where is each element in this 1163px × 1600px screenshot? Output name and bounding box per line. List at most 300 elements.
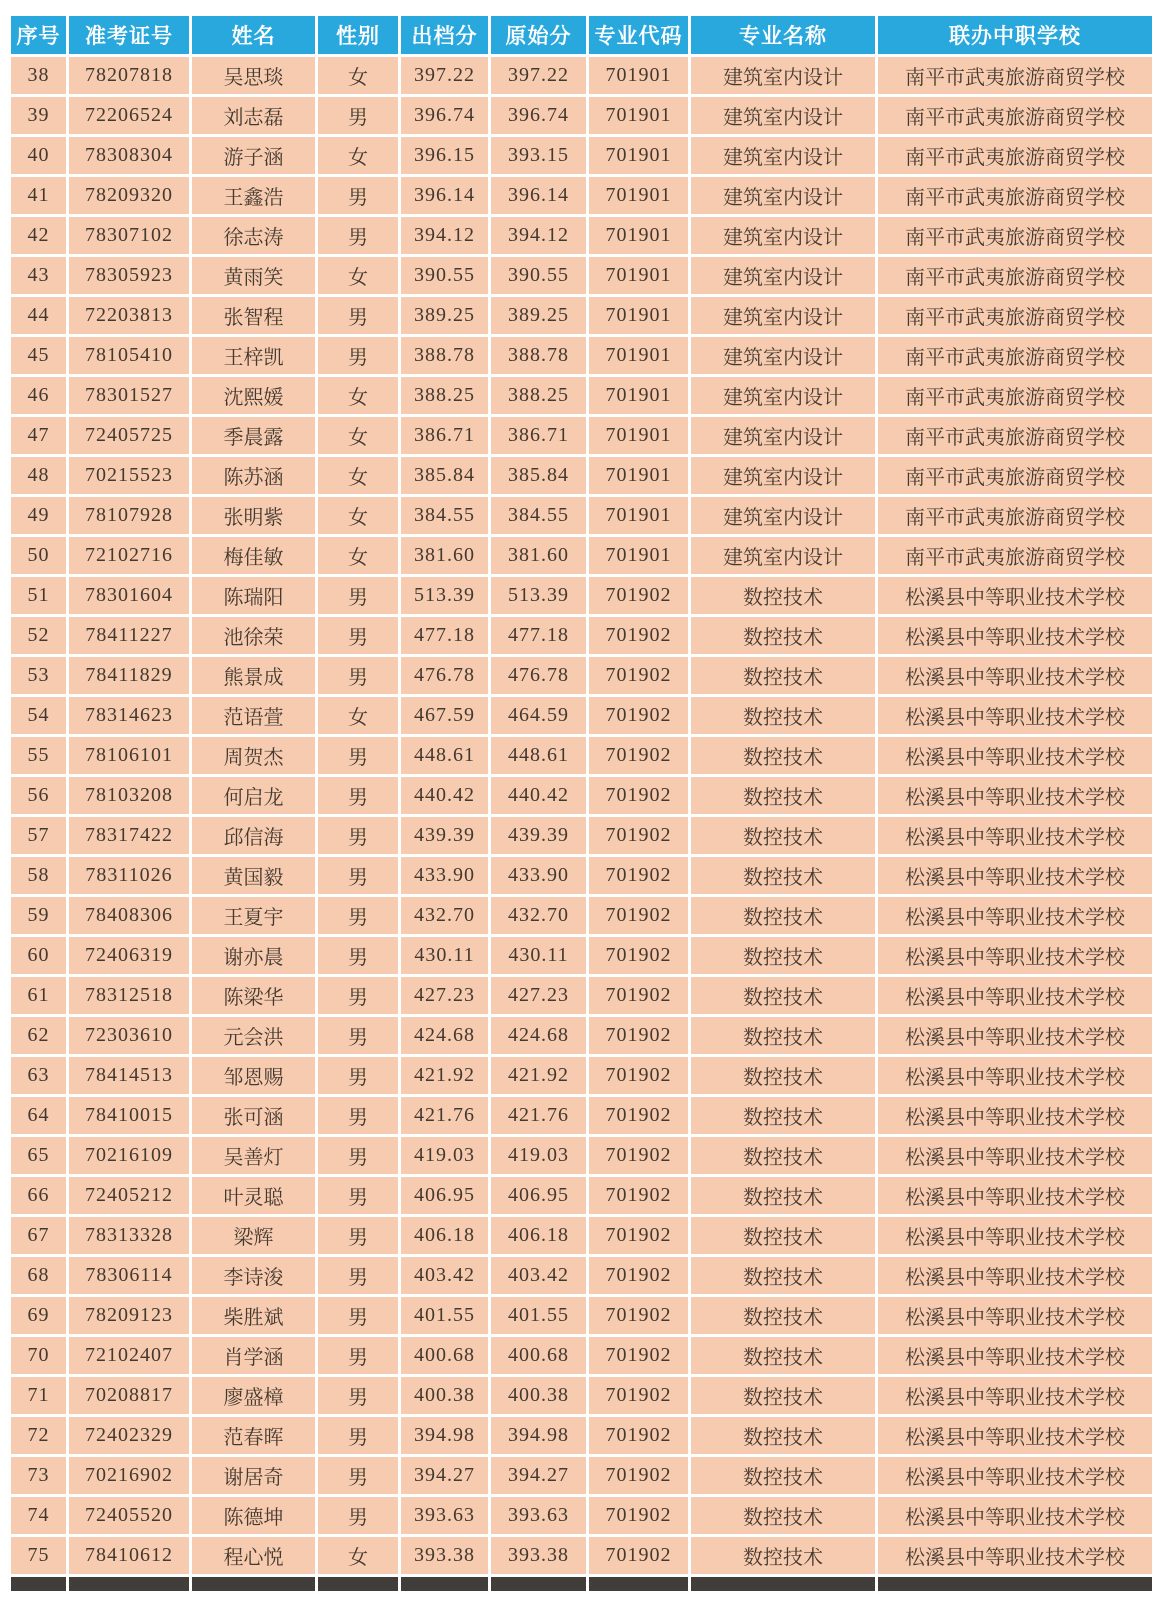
cell-exam_no: 78410612 xyxy=(69,1537,189,1574)
cell-name: 黄雨笑 xyxy=(192,257,315,294)
cell-major_code: 701902 xyxy=(589,697,688,734)
cell-index: 70 xyxy=(11,1337,66,1374)
table-row xyxy=(11,577,1152,614)
table-row xyxy=(11,737,1152,774)
cell-file_score: 403.42 xyxy=(401,1257,488,1294)
cell-major_code: 701902 xyxy=(589,857,688,894)
cell-index: 74 xyxy=(11,1497,66,1534)
cell-major_name: 数控技术 xyxy=(691,697,875,734)
cell-gender: 女 xyxy=(318,497,398,534)
cell-gender: 女 xyxy=(318,537,398,574)
cell-school: 松溪县中等职业技术学校 xyxy=(878,1177,1152,1214)
cell-index: 55 xyxy=(11,737,66,774)
cell-exam_no: 72406319 xyxy=(69,937,189,974)
cell-index: 73 xyxy=(11,1457,66,1494)
cell-index: 56 xyxy=(11,777,66,814)
cell-school: 南平市武夷旅游商贸学校 xyxy=(878,137,1152,174)
cell-gender: 男 xyxy=(318,577,398,614)
cell-raw_score: 476.78 xyxy=(491,657,586,694)
column-header-exam_no: 准考证号 xyxy=(69,16,189,54)
cell-name: 陈德坤 xyxy=(192,1497,315,1534)
cell-major_name: 建筑室内设计 xyxy=(691,57,875,94)
cell-exam_no: 70208817 xyxy=(69,1377,189,1414)
cell-major_code: 701901 xyxy=(589,137,688,174)
cell-exam_no: 72102716 xyxy=(69,537,189,574)
cell-school: 松溪县中等职业技术学校 xyxy=(878,1537,1152,1574)
cell-school: 南平市武夷旅游商贸学校 xyxy=(878,177,1152,214)
cell-exam_no: 78308304 xyxy=(69,137,189,174)
cell-file_score: 393.38 xyxy=(401,1537,488,1574)
cell-file_score: 476.78 xyxy=(401,657,488,694)
cell-raw_score: 513.39 xyxy=(491,577,586,614)
table-row xyxy=(11,217,1152,254)
table-row xyxy=(11,817,1152,854)
cell-gender: 女 xyxy=(318,137,398,174)
cell-exam_no: 72102407 xyxy=(69,1337,189,1374)
cell-name: 邹恩赐 xyxy=(192,1057,315,1094)
table-row xyxy=(11,297,1152,334)
cell-exam_no: 78209123 xyxy=(69,1297,189,1334)
cell-file_score: 396.15 xyxy=(401,137,488,174)
cell-major_code: 701902 xyxy=(589,777,688,814)
cell-major_code: 701902 xyxy=(589,577,688,614)
table-row xyxy=(11,1337,1152,1374)
table-row xyxy=(11,417,1152,454)
cell-raw_score: 406.18 xyxy=(491,1217,586,1254)
cell-index: 38 xyxy=(11,57,66,94)
cell-raw_score: 400.38 xyxy=(491,1377,586,1414)
cell-exam_no: 70215523 xyxy=(69,457,189,494)
table-row xyxy=(11,937,1152,974)
cell-name: 元会洪 xyxy=(192,1017,315,1054)
cutoff-cell xyxy=(878,1577,1152,1591)
cell-file_score: 430.11 xyxy=(401,937,488,974)
column-header-raw_score: 原始分 xyxy=(491,16,586,54)
cell-gender: 男 xyxy=(318,1097,398,1134)
cell-major_code: 701902 xyxy=(589,1497,688,1534)
cell-major_code: 701902 xyxy=(589,1297,688,1334)
table-row xyxy=(11,1417,1152,1454)
cell-index: 44 xyxy=(11,297,66,334)
cell-major_code: 701902 xyxy=(589,897,688,934)
cell-major_code: 701901 xyxy=(589,497,688,534)
table-row xyxy=(11,57,1152,94)
cell-exam_no: 78411227 xyxy=(69,617,189,654)
cell-raw_score: 384.55 xyxy=(491,497,586,534)
cell-file_score: 396.14 xyxy=(401,177,488,214)
cell-major_name: 建筑室内设计 xyxy=(691,217,875,254)
cell-major_name: 建筑室内设计 xyxy=(691,137,875,174)
cell-gender: 男 xyxy=(318,617,398,654)
cell-major_name: 数控技术 xyxy=(691,1017,875,1054)
table-row xyxy=(11,377,1152,414)
cell-major_code: 701901 xyxy=(589,537,688,574)
cell-index: 61 xyxy=(11,977,66,1014)
cell-major_code: 701902 xyxy=(589,1057,688,1094)
cell-school: 松溪县中等职业技术学校 xyxy=(878,617,1152,654)
cell-index: 41 xyxy=(11,177,66,214)
cell-major_code: 701902 xyxy=(589,1457,688,1494)
cell-name: 何启龙 xyxy=(192,777,315,814)
cell-raw_score: 448.61 xyxy=(491,737,586,774)
cell-index: 52 xyxy=(11,617,66,654)
cell-exam_no: 78106101 xyxy=(69,737,189,774)
cell-major_name: 数控技术 xyxy=(691,1457,875,1494)
cell-index: 42 xyxy=(11,217,66,254)
cell-exam_no: 78305923 xyxy=(69,257,189,294)
cell-gender: 男 xyxy=(318,97,398,134)
cell-index: 47 xyxy=(11,417,66,454)
cell-index: 40 xyxy=(11,137,66,174)
cell-school: 南平市武夷旅游商贸学校 xyxy=(878,97,1152,134)
cell-file_score: 394.12 xyxy=(401,217,488,254)
cutoff-cell xyxy=(69,1577,189,1591)
cell-gender: 男 xyxy=(318,297,398,334)
cell-major_name: 数控技术 xyxy=(691,1297,875,1334)
cell-name: 梅佳敏 xyxy=(192,537,315,574)
cell-exam_no: 72402329 xyxy=(69,1417,189,1454)
cell-file_score: 388.78 xyxy=(401,337,488,374)
cell-file_score: 386.71 xyxy=(401,417,488,454)
cell-exam_no: 72206524 xyxy=(69,97,189,134)
cell-file_score: 440.42 xyxy=(401,777,488,814)
cell-major_name: 数控技术 xyxy=(691,777,875,814)
cell-raw_score: 397.22 xyxy=(491,57,586,94)
cell-name: 刘志磊 xyxy=(192,97,315,134)
table-row xyxy=(11,777,1152,814)
table-row xyxy=(11,977,1152,1014)
cell-name: 范语萱 xyxy=(192,697,315,734)
cell-file_score: 393.63 xyxy=(401,1497,488,1534)
table-row xyxy=(11,697,1152,734)
cell-index: 72 xyxy=(11,1417,66,1454)
cell-index: 39 xyxy=(11,97,66,134)
cell-file_score: 477.18 xyxy=(401,617,488,654)
cell-exam_no: 78103208 xyxy=(69,777,189,814)
cell-major_code: 701901 xyxy=(589,297,688,334)
cell-major_code: 701902 xyxy=(589,1537,688,1574)
cell-gender: 男 xyxy=(318,1017,398,1054)
cell-name: 张明紫 xyxy=(192,497,315,534)
cell-gender: 男 xyxy=(318,657,398,694)
cell-major_name: 数控技术 xyxy=(691,1177,875,1214)
cell-exam_no: 78301604 xyxy=(69,577,189,614)
cell-gender: 男 xyxy=(318,1217,398,1254)
cell-index: 50 xyxy=(11,537,66,574)
cell-name: 黄国毅 xyxy=(192,857,315,894)
column-header-file_score: 出档分 xyxy=(401,16,488,54)
table-header xyxy=(11,16,1152,54)
cell-exam_no: 70216109 xyxy=(69,1137,189,1174)
table-row xyxy=(11,1297,1152,1334)
cell-major_name: 建筑室内设计 xyxy=(691,257,875,294)
cell-exam_no: 72203813 xyxy=(69,297,189,334)
cell-file_score: 401.55 xyxy=(401,1297,488,1334)
cell-file_score: 390.55 xyxy=(401,257,488,294)
cell-exam_no: 78312518 xyxy=(69,977,189,1014)
cell-major_name: 建筑室内设计 xyxy=(691,497,875,534)
cell-name: 邱信海 xyxy=(192,817,315,854)
cell-school: 松溪县中等职业技术学校 xyxy=(878,1057,1152,1094)
cell-raw_score: 394.98 xyxy=(491,1417,586,1454)
cell-gender: 男 xyxy=(318,817,398,854)
cell-major_code: 701902 xyxy=(589,1257,688,1294)
cell-exam_no: 72303610 xyxy=(69,1017,189,1054)
cell-school: 松溪县中等职业技术学校 xyxy=(878,777,1152,814)
cell-major_code: 701901 xyxy=(589,337,688,374)
cell-index: 49 xyxy=(11,497,66,534)
cell-name: 池徐荣 xyxy=(192,617,315,654)
cell-gender: 男 xyxy=(318,1337,398,1374)
cell-major_name: 数控技术 xyxy=(691,1257,875,1294)
cell-school: 松溪县中等职业技术学校 xyxy=(878,1337,1152,1374)
cell-school: 南平市武夷旅游商贸学校 xyxy=(878,217,1152,254)
cell-gender: 男 xyxy=(318,177,398,214)
cell-major_name: 数控技术 xyxy=(691,1337,875,1374)
cell-index: 62 xyxy=(11,1017,66,1054)
cell-raw_score: 419.03 xyxy=(491,1137,586,1174)
cell-major_code: 701902 xyxy=(589,1217,688,1254)
cell-exam_no: 78410015 xyxy=(69,1097,189,1134)
cell-major_name: 建筑室内设计 xyxy=(691,377,875,414)
cell-file_score: 385.84 xyxy=(401,457,488,494)
column-header-major_code: 专业代码 xyxy=(589,16,688,54)
cell-school: 松溪县中等职业技术学校 xyxy=(878,897,1152,934)
cell-raw_score: 400.68 xyxy=(491,1337,586,1374)
cell-exam_no: 78317422 xyxy=(69,817,189,854)
cell-index: 65 xyxy=(11,1137,66,1174)
column-header-gender: 性别 xyxy=(318,16,398,54)
cell-file_score: 406.95 xyxy=(401,1177,488,1214)
cell-raw_score: 393.63 xyxy=(491,1497,586,1534)
cell-exam_no: 78313328 xyxy=(69,1217,189,1254)
cell-major_name: 数控技术 xyxy=(691,577,875,614)
cell-name: 柴胜斌 xyxy=(192,1297,315,1334)
cell-exam_no: 78306114 xyxy=(69,1257,189,1294)
cell-index: 71 xyxy=(11,1377,66,1414)
cell-file_score: 397.22 xyxy=(401,57,488,94)
cell-exam_no: 78107928 xyxy=(69,497,189,534)
cell-school: 松溪县中等职业技术学校 xyxy=(878,1297,1152,1334)
cell-name: 张可涵 xyxy=(192,1097,315,1134)
cell-index: 75 xyxy=(11,1537,66,1574)
cell-school: 南平市武夷旅游商贸学校 xyxy=(878,257,1152,294)
cell-major_code: 701901 xyxy=(589,97,688,134)
table-row xyxy=(11,1057,1152,1094)
cutoff-row xyxy=(11,1577,1152,1591)
cell-file_score: 432.70 xyxy=(401,897,488,934)
cell-major_code: 701901 xyxy=(589,217,688,254)
cell-major_name: 数控技术 xyxy=(691,1377,875,1414)
cell-index: 64 xyxy=(11,1097,66,1134)
cell-school: 南平市武夷旅游商贸学校 xyxy=(878,417,1152,454)
cell-gender: 女 xyxy=(318,417,398,454)
cell-name: 叶灵聪 xyxy=(192,1177,315,1214)
cutoff-cell xyxy=(401,1577,488,1591)
cell-major_name: 数控技术 xyxy=(691,857,875,894)
cell-school: 松溪县中等职业技术学校 xyxy=(878,937,1152,974)
cell-major_name: 数控技术 xyxy=(691,737,875,774)
table-row xyxy=(11,1177,1152,1214)
cell-file_score: 421.76 xyxy=(401,1097,488,1134)
cell-major_name: 建筑室内设计 xyxy=(691,337,875,374)
cutoff-cell xyxy=(589,1577,688,1591)
cell-gender: 男 xyxy=(318,857,398,894)
cell-school: 松溪县中等职业技术学校 xyxy=(878,1457,1152,1494)
cell-raw_score: 393.38 xyxy=(491,1537,586,1574)
cell-gender: 女 xyxy=(318,377,398,414)
cell-file_score: 427.23 xyxy=(401,977,488,1014)
cell-name: 李诗浚 xyxy=(192,1257,315,1294)
cell-major_name: 数控技术 xyxy=(691,1097,875,1134)
cell-raw_score: 388.25 xyxy=(491,377,586,414)
cell-raw_score: 396.74 xyxy=(491,97,586,134)
cell-name: 范春晖 xyxy=(192,1417,315,1454)
cell-exam_no: 78414513 xyxy=(69,1057,189,1094)
cell-raw_score: 385.84 xyxy=(491,457,586,494)
cell-index: 60 xyxy=(11,937,66,974)
table-row xyxy=(11,537,1152,574)
cell-index: 63 xyxy=(11,1057,66,1094)
cell-name: 王夏宇 xyxy=(192,897,315,934)
cell-index: 69 xyxy=(11,1297,66,1334)
cell-gender: 男 xyxy=(318,1257,398,1294)
cell-school: 松溪县中等职业技术学校 xyxy=(878,1417,1152,1454)
cell-name: 游子涵 xyxy=(192,137,315,174)
table-row xyxy=(11,1497,1152,1534)
cutoff-cell xyxy=(318,1577,398,1591)
cell-exam_no: 70216902 xyxy=(69,1457,189,1494)
table-row xyxy=(11,1377,1152,1414)
cell-major_code: 701901 xyxy=(589,417,688,454)
cell-file_score: 424.68 xyxy=(401,1017,488,1054)
cell-raw_score: 439.39 xyxy=(491,817,586,854)
cell-major_name: 建筑室内设计 xyxy=(691,457,875,494)
cell-file_score: 433.90 xyxy=(401,857,488,894)
column-header-school: 联办中职学校 xyxy=(878,16,1152,54)
table-row xyxy=(11,617,1152,654)
cell-school: 松溪县中等职业技术学校 xyxy=(878,1137,1152,1174)
cell-exam_no: 72405212 xyxy=(69,1177,189,1214)
cell-file_score: 467.59 xyxy=(401,697,488,734)
cell-file_score: 384.55 xyxy=(401,497,488,534)
cell-major_code: 701902 xyxy=(589,1337,688,1374)
cell-major_name: 数控技术 xyxy=(691,1417,875,1454)
cell-gender: 男 xyxy=(318,1297,398,1334)
cell-gender: 女 xyxy=(318,257,398,294)
cell-raw_score: 432.70 xyxy=(491,897,586,934)
cell-gender: 男 xyxy=(318,217,398,254)
cell-gender: 男 xyxy=(318,1457,398,1494)
cell-file_score: 406.18 xyxy=(401,1217,488,1254)
cell-index: 58 xyxy=(11,857,66,894)
table-row xyxy=(11,1017,1152,1054)
cell-major_name: 建筑室内设计 xyxy=(691,177,875,214)
cell-file_score: 400.68 xyxy=(401,1337,488,1374)
cell-file_score: 389.25 xyxy=(401,297,488,334)
cell-major_name: 数控技术 xyxy=(691,1057,875,1094)
cell-gender: 男 xyxy=(318,897,398,934)
cell-raw_score: 421.92 xyxy=(491,1057,586,1094)
cell-major_name: 数控技术 xyxy=(691,617,875,654)
cell-exam_no: 78105410 xyxy=(69,337,189,374)
table-row xyxy=(11,97,1152,134)
cutoff-cell xyxy=(11,1577,66,1591)
cell-school: 松溪县中等职业技术学校 xyxy=(878,737,1152,774)
cell-school: 松溪县中等职业技术学校 xyxy=(878,657,1152,694)
cell-file_score: 400.38 xyxy=(401,1377,488,1414)
cell-index: 53 xyxy=(11,657,66,694)
cell-gender: 男 xyxy=(318,937,398,974)
cell-raw_score: 381.60 xyxy=(491,537,586,574)
cell-major_code: 701902 xyxy=(589,1097,688,1134)
cell-raw_score: 477.18 xyxy=(491,617,586,654)
cell-name: 季晨露 xyxy=(192,417,315,454)
cell-index: 48 xyxy=(11,457,66,494)
cell-gender: 男 xyxy=(318,337,398,374)
cell-index: 54 xyxy=(11,697,66,734)
cell-school: 南平市武夷旅游商贸学校 xyxy=(878,337,1152,374)
cell-school: 松溪县中等职业技术学校 xyxy=(878,1497,1152,1534)
cell-major_code: 701901 xyxy=(589,257,688,294)
table-row xyxy=(11,177,1152,214)
cell-name: 陈瑞阳 xyxy=(192,577,315,614)
cell-exam_no: 78301527 xyxy=(69,377,189,414)
cell-school: 松溪县中等职业技术学校 xyxy=(878,697,1152,734)
cell-name: 廖盛樟 xyxy=(192,1377,315,1414)
cell-school: 松溪县中等职业技术学校 xyxy=(878,817,1152,854)
cell-gender: 男 xyxy=(318,1377,398,1414)
cell-index: 67 xyxy=(11,1217,66,1254)
cell-school: 南平市武夷旅游商贸学校 xyxy=(878,497,1152,534)
cell-file_score: 394.27 xyxy=(401,1457,488,1494)
table-row xyxy=(11,897,1152,934)
cell-exam_no: 72405520 xyxy=(69,1497,189,1534)
cell-gender: 男 xyxy=(318,1137,398,1174)
cell-exam_no: 78209320 xyxy=(69,177,189,214)
cell-major_name: 数控技术 xyxy=(691,1537,875,1574)
cell-school: 松溪县中等职业技术学校 xyxy=(878,1257,1152,1294)
cell-school: 松溪县中等职业技术学校 xyxy=(878,577,1152,614)
cell-raw_score: 388.78 xyxy=(491,337,586,374)
cell-file_score: 394.98 xyxy=(401,1417,488,1454)
table-row xyxy=(11,337,1152,374)
header-row xyxy=(11,16,1152,54)
cell-exam_no: 78307102 xyxy=(69,217,189,254)
cell-raw_score: 394.27 xyxy=(491,1457,586,1494)
cell-raw_score: 394.12 xyxy=(491,217,586,254)
cell-gender: 女 xyxy=(318,457,398,494)
cell-major_code: 701901 xyxy=(589,457,688,494)
cell-raw_score: 421.76 xyxy=(491,1097,586,1134)
table-row xyxy=(11,1217,1152,1254)
cell-file_score: 419.03 xyxy=(401,1137,488,1174)
cell-school: 松溪县中等职业技术学校 xyxy=(878,1017,1152,1054)
cell-school: 南平市武夷旅游商贸学校 xyxy=(878,57,1152,94)
cell-major_code: 701902 xyxy=(589,657,688,694)
cell-name: 陈梁华 xyxy=(192,977,315,1014)
cell-school: 松溪县中等职业技术学校 xyxy=(878,1377,1152,1414)
cell-exam_no: 78311026 xyxy=(69,857,189,894)
cell-raw_score: 401.55 xyxy=(491,1297,586,1334)
table-row xyxy=(11,137,1152,174)
column-header-major_name: 专业名称 xyxy=(691,16,875,54)
cell-index: 46 xyxy=(11,377,66,414)
cell-major_name: 数控技术 xyxy=(691,657,875,694)
table-row xyxy=(11,1257,1152,1294)
table-body xyxy=(11,57,1152,1574)
table-row xyxy=(11,1537,1152,1574)
